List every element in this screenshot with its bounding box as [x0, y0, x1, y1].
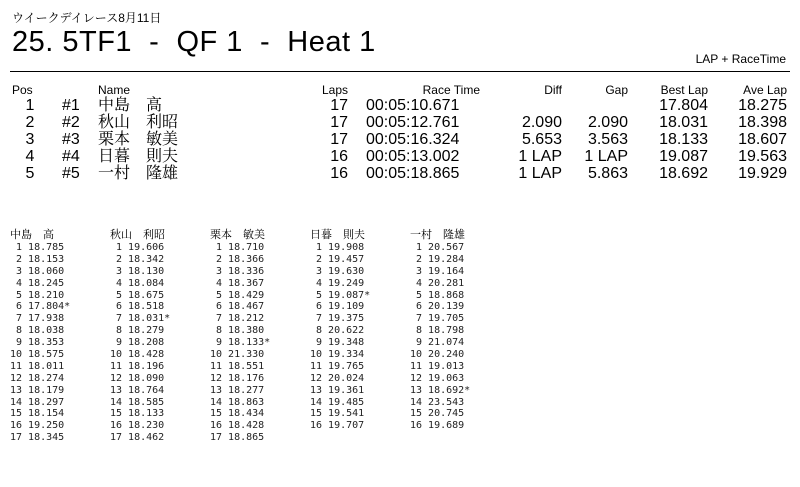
lap-time-entry: 4 18.367	[210, 277, 265, 289]
lap-time-entry: 2 18.153	[10, 253, 65, 265]
lap-time-entry: 14 18.863	[210, 396, 265, 408]
lap-time-entry: 3 19.164	[410, 265, 465, 277]
lap-time-entry: 11 18.196	[110, 360, 165, 372]
lap-time-entry: 1 19.606	[110, 242, 165, 253]
lap-time-entry: 5 18.868	[410, 289, 465, 301]
lap-driver-name: 一村 隆雄	[410, 229, 465, 241]
lap-time-entry: 7 18.031*	[110, 313, 171, 325]
lap-count-cell: 16	[330, 165, 348, 182]
gap-cell: 3.563	[587, 131, 628, 148]
lap-time-entry: 8 18.380	[210, 325, 265, 337]
results-header-row	[12, 83, 788, 97]
col-name-header: Name	[98, 83, 131, 97]
header-divider	[10, 71, 790, 72]
lap-time-entry: 13 18.764	[110, 384, 165, 396]
lap-time-entry: 4 18.245	[10, 277, 65, 289]
lap-time-entry: 3 18.130	[110, 265, 165, 277]
col-pos-header: Pos	[12, 83, 33, 97]
lap-time-entry: 9 21.074	[410, 337, 465, 349]
driver-name-cell: 日暮 則夫	[98, 148, 179, 165]
lap-time-entry: 2 18.366	[210, 253, 265, 265]
best-lap-cell: 18.133	[659, 131, 708, 148]
race-title: 25. 5TF1 - QF 1 - Heat 1	[12, 26, 376, 58]
lap-time-entry: 6 20.139	[410, 301, 465, 313]
lap-time-entry: 12 18.274	[10, 372, 65, 384]
lap-time-entry: 13 18.692*	[410, 384, 471, 396]
lap-time-entry: 13 19.361	[310, 384, 365, 396]
result-row	[12, 148, 788, 165]
event-subtitle: ウイークデイレース8月11日	[12, 11, 162, 25]
lap-time-entry: 9 19.348	[310, 337, 365, 349]
lap-time-entry: 11 19.765	[310, 360, 365, 372]
lap-time-entry: 2 19.457	[310, 253, 365, 265]
lap-time-entry: 13 18.179	[10, 384, 65, 396]
lap-time-entry: 10 21.330	[210, 349, 265, 361]
lap-time-entry: 7 17.938	[10, 313, 65, 325]
driver-name-cell: 栗本 敏美	[98, 131, 179, 148]
lap-driver-name: 栗本 敏美	[210, 229, 265, 241]
lap-time-entry: 5 18.675	[110, 289, 165, 301]
lap-time-entry: 9 18.133*	[210, 337, 271, 349]
lap-times-column	[410, 228, 506, 432]
lap-time-entry: 5 18.429	[210, 289, 265, 301]
ave-lap-cell: 19.929	[738, 165, 787, 182]
lap-time-entry: 15 19.541	[310, 408, 365, 420]
driver-name-cell: 中島 高	[98, 97, 163, 114]
car-number-cell: #2	[62, 114, 80, 131]
lap-driver-name: 秋山 利昭	[110, 229, 165, 241]
lap-time-entry: 17 18.865	[210, 432, 265, 444]
lap-time-entry: 10 19.334	[310, 349, 365, 361]
lap-driver-name: 日暮 則夫	[310, 229, 365, 241]
lap-time-entry: 8 20.622	[310, 325, 365, 337]
lap-time-entry: 17 18.345	[10, 432, 65, 444]
lap-count-cell: 16	[330, 148, 348, 165]
result-row	[12, 114, 788, 131]
lap-time-entry: 6 18.467	[210, 301, 265, 313]
lap-time-entry: 2 18.342	[110, 253, 165, 265]
driver-name-cell: 秋山 利昭	[98, 114, 179, 131]
lap-time-entry: 7 19.705	[410, 313, 465, 325]
lap-time-entry: 6 17.804*	[10, 301, 71, 313]
lap-time-entry: 2 19.284	[410, 253, 465, 265]
best-lap-cell: 18.692	[659, 165, 708, 182]
lap-time-entry: 8 18.038	[10, 325, 65, 337]
lap-time-entry: 10 18.428	[110, 349, 165, 361]
position-cell: 2	[25, 114, 35, 131]
lap-time-entry: 15 18.434	[210, 408, 265, 420]
results-table	[12, 83, 788, 182]
diff-cell: 2.090	[521, 114, 562, 131]
lap-time-entry: 12 19.063	[410, 372, 465, 384]
lap-time-entry: 7 18.212	[210, 313, 265, 325]
result-row	[12, 131, 788, 148]
lap-time-entry: 1 18.785	[10, 242, 65, 253]
diff-cell: 1 LAP	[518, 148, 562, 165]
lap-time-entry: 3 18.060	[10, 265, 65, 277]
lap-time-entry: 9 18.353	[10, 337, 65, 349]
lap-time-entry: 5 18.210	[10, 289, 65, 301]
lap-time-entry: 15 18.133	[110, 408, 165, 420]
car-number-cell: #3	[62, 131, 80, 148]
diff-cell: 1 LAP	[518, 165, 562, 182]
lap-time-entry: 4 19.249	[310, 277, 365, 289]
results-body	[12, 97, 788, 182]
col-ave-lap-header: Ave Lap	[743, 83, 787, 97]
lap-time-entry: 14 19.485	[310, 396, 365, 408]
lap-time-entry: 11 18.011	[10, 360, 65, 372]
col-best-lap-header: Best Lap	[660, 83, 708, 97]
lap-time-entry: 16 19.689	[410, 420, 465, 432]
lap-time-entry: 12 20.024	[310, 372, 365, 384]
position-cell: 1	[25, 97, 35, 114]
lap-time-entry: 12 18.176	[210, 372, 265, 384]
lap-time-entry: 3 19.630	[310, 265, 365, 277]
lap-time-entry: 11 19.013	[410, 360, 465, 372]
lap-times-column	[210, 228, 306, 444]
lap-time-entry: 7 19.375	[310, 313, 365, 325]
lap-time-entry: 14 18.585	[110, 396, 165, 408]
ave-lap-cell: 18.275	[738, 97, 787, 114]
lap-time-entry: 15 18.154	[10, 408, 65, 420]
lap-time-entry: 16 18.428	[210, 420, 265, 432]
lap-time-entry: 10 18.575	[10, 349, 65, 361]
lap-time-entry: 14 23.543	[410, 396, 465, 408]
lap-driver-name: 中島 高	[10, 229, 54, 241]
gap-cell: 5.863	[587, 165, 628, 182]
lap-time-entry: 12 18.090	[110, 372, 165, 384]
car-number-cell: #4	[62, 148, 80, 165]
diff-cell: 5.653	[521, 131, 562, 148]
driver-name-cell: 一村 隆雄	[98, 165, 179, 182]
position-cell: 3	[25, 131, 35, 148]
ave-lap-cell: 19.563	[738, 148, 787, 165]
lap-time-entry: 9 18.208	[110, 337, 165, 349]
lap-time-entry: 5 19.087*	[310, 289, 371, 301]
lap-time-entry: 16 19.250	[10, 420, 65, 432]
lap-time-entry: 1 18.710	[210, 242, 265, 253]
race-time-cell: 00:05:16.324	[366, 131, 460, 148]
position-cell: 4	[25, 148, 35, 165]
lap-time-entry: 17 18.462	[110, 432, 165, 444]
lap-times-column	[10, 228, 106, 444]
lap-time-entry: 4 18.084	[110, 277, 165, 289]
position-cell: 5	[25, 165, 35, 182]
gap-cell: 2.090	[587, 114, 628, 131]
car-number-cell: #1	[62, 97, 80, 114]
lap-time-entry: 11 18.551	[210, 360, 265, 372]
col-gap-header: Gap	[605, 83, 628, 97]
lap-time-entry: 6 18.518	[110, 301, 165, 313]
lap-time-entry: 13 18.277	[210, 384, 265, 396]
lap-time-entry: 4 20.281	[410, 277, 465, 289]
lap-times-column	[310, 228, 406, 432]
lap-times-column	[110, 228, 206, 444]
lap-time-entry: 14 18.297	[10, 396, 65, 408]
best-lap-cell: 19.087	[659, 148, 708, 165]
car-number-cell: #5	[62, 165, 80, 182]
lap-time-entry: 1 19.908	[310, 242, 365, 253]
lap-time-entry: 16 18.230	[110, 420, 165, 432]
gap-cell: 1 LAP	[584, 148, 628, 165]
lap-count-cell: 17	[330, 97, 348, 114]
result-row	[12, 97, 788, 114]
best-lap-cell: 18.031	[659, 114, 708, 131]
lap-time-entry: 8 18.279	[110, 325, 165, 337]
race-time-cell: 00:05:10.671	[366, 97, 460, 114]
report-mode-label: LAP + RaceTime	[695, 52, 786, 66]
ave-lap-cell: 18.607	[738, 131, 787, 148]
lap-time-entry: 1 20.567	[410, 242, 465, 253]
race-time-cell: 00:05:13.002	[366, 148, 460, 165]
lap-time-entry: 8 18.798	[410, 325, 465, 337]
lap-time-entry: 3 18.336	[210, 265, 265, 277]
lap-time-entry: 16 19.707	[310, 420, 365, 432]
col-laps-header: Laps	[321, 83, 348, 97]
lap-time-entry: 10 20.240	[410, 349, 465, 361]
result-row	[12, 165, 788, 182]
ave-lap-cell: 18.398	[738, 114, 787, 131]
lap-count-cell: 17	[330, 114, 348, 131]
best-lap-cell: 17.804	[659, 97, 708, 114]
lap-time-entry: 15 20.745	[410, 408, 465, 420]
race-time-cell: 00:05:18.865	[366, 165, 460, 182]
lap-time-entry: 6 19.109	[310, 301, 365, 313]
lap-count-cell: 17	[330, 131, 348, 148]
col-race-time-header: Race Time	[422, 83, 480, 97]
race-time-cell: 00:05:12.761	[366, 114, 460, 131]
col-diff-header: Diff	[544, 83, 562, 97]
